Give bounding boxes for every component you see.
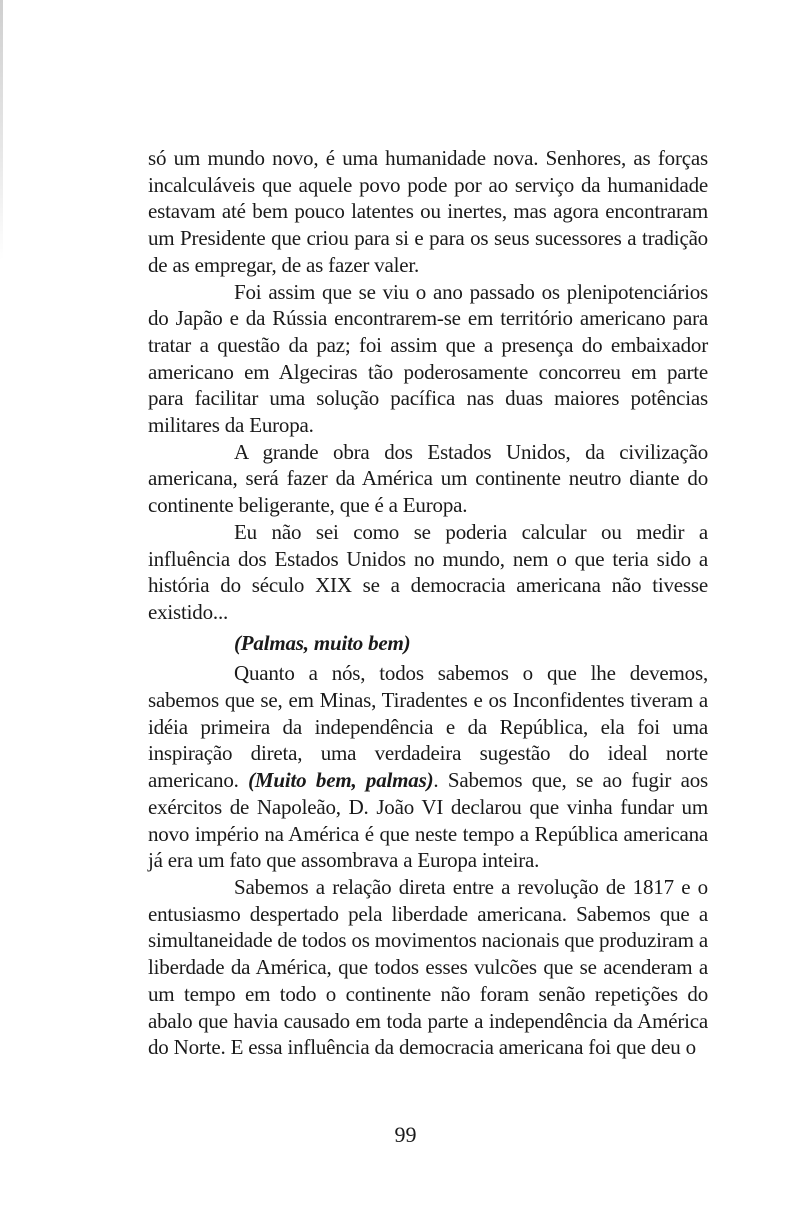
scan-edge-shadow [0, 0, 3, 260]
paragraph-plenipotentiaries: Foi assim que se viu o ano passado os plenipotenciários do Japão e da Rússia encontrarem-se em território americano para tratar a questão da paz; foi assim que a presença do embaixador americano em Algeciras tão poderosamente concorreu em parte para facilitar uma solução pacífica nas duas maiores potências militares da Europa. [148, 279, 708, 438]
page-body-text [148, 145, 708, 1061]
applause-note: (Palmas, muito bem) [234, 630, 411, 655]
inline-applause-note: (Muito bem, palmas) [248, 768, 434, 793]
paragraph-influence: Eu não sei como se poderia calcular ou medir a influência dos Estados Unidos no mundo, nem o que teria sido a história do século XIX se a democracia americana não tivesse existido... [148, 519, 708, 624]
paragraph-tiradentes-text-before: Quanto a nós, todos sabemos o que lhe devemos, sabemos que se, em Minas, Tiradentes e os Inconfidentes tiveram a idéia primeira da independência e da República, ela foi uma inspiração direta, uma verdadeira sugestão do ideal norte americano. [148, 661, 708, 793]
paragraph-tiradentes [148, 660, 708, 874]
paragraph-continuation: só um mundo novo, é uma humanidade nova. Senhores, as forças incalculáveis que aquele povo pode por ao serviço da humanidade estavam até bem pouco latentes ou inertes, mas agora encontraram um Presidente que criou para si e para os seus sucessores a tradição de as empregar, de as fazer valer. [148, 146, 708, 277]
paragraph-tiradentes-text-after: . Sabemos que, se ao fugir aos exércitos de Napoleão, D. João VI declarou que vinha fundar um novo império na América é que neste tempo a República americana já era um fato que assombrava a Europa inteira. [148, 768, 708, 873]
paragraph-great-work: A grande obra dos Estados Unidos, da civilização americana, será fazer da América um continente neutro diante do continente beligerante, que é a Europa. [148, 439, 708, 518]
paragraph-revolution-1817: Sabemos a relação direta entre a revolução de 1817 e o entusiasmo despertado pela liberdade americana. Sabemos que a simultaneidade de todos os movimentos nacionais que produziram a liberdade da América, que todos esses vulcões que se acenderam a um tempo em todo o continente não foram senão repetições do abalo que havia causado em toda parte a independência da América do Norte. E essa influência da democracia americana foi que deu o [148, 874, 708, 1060]
page-number: 99 [394, 1122, 417, 1147]
